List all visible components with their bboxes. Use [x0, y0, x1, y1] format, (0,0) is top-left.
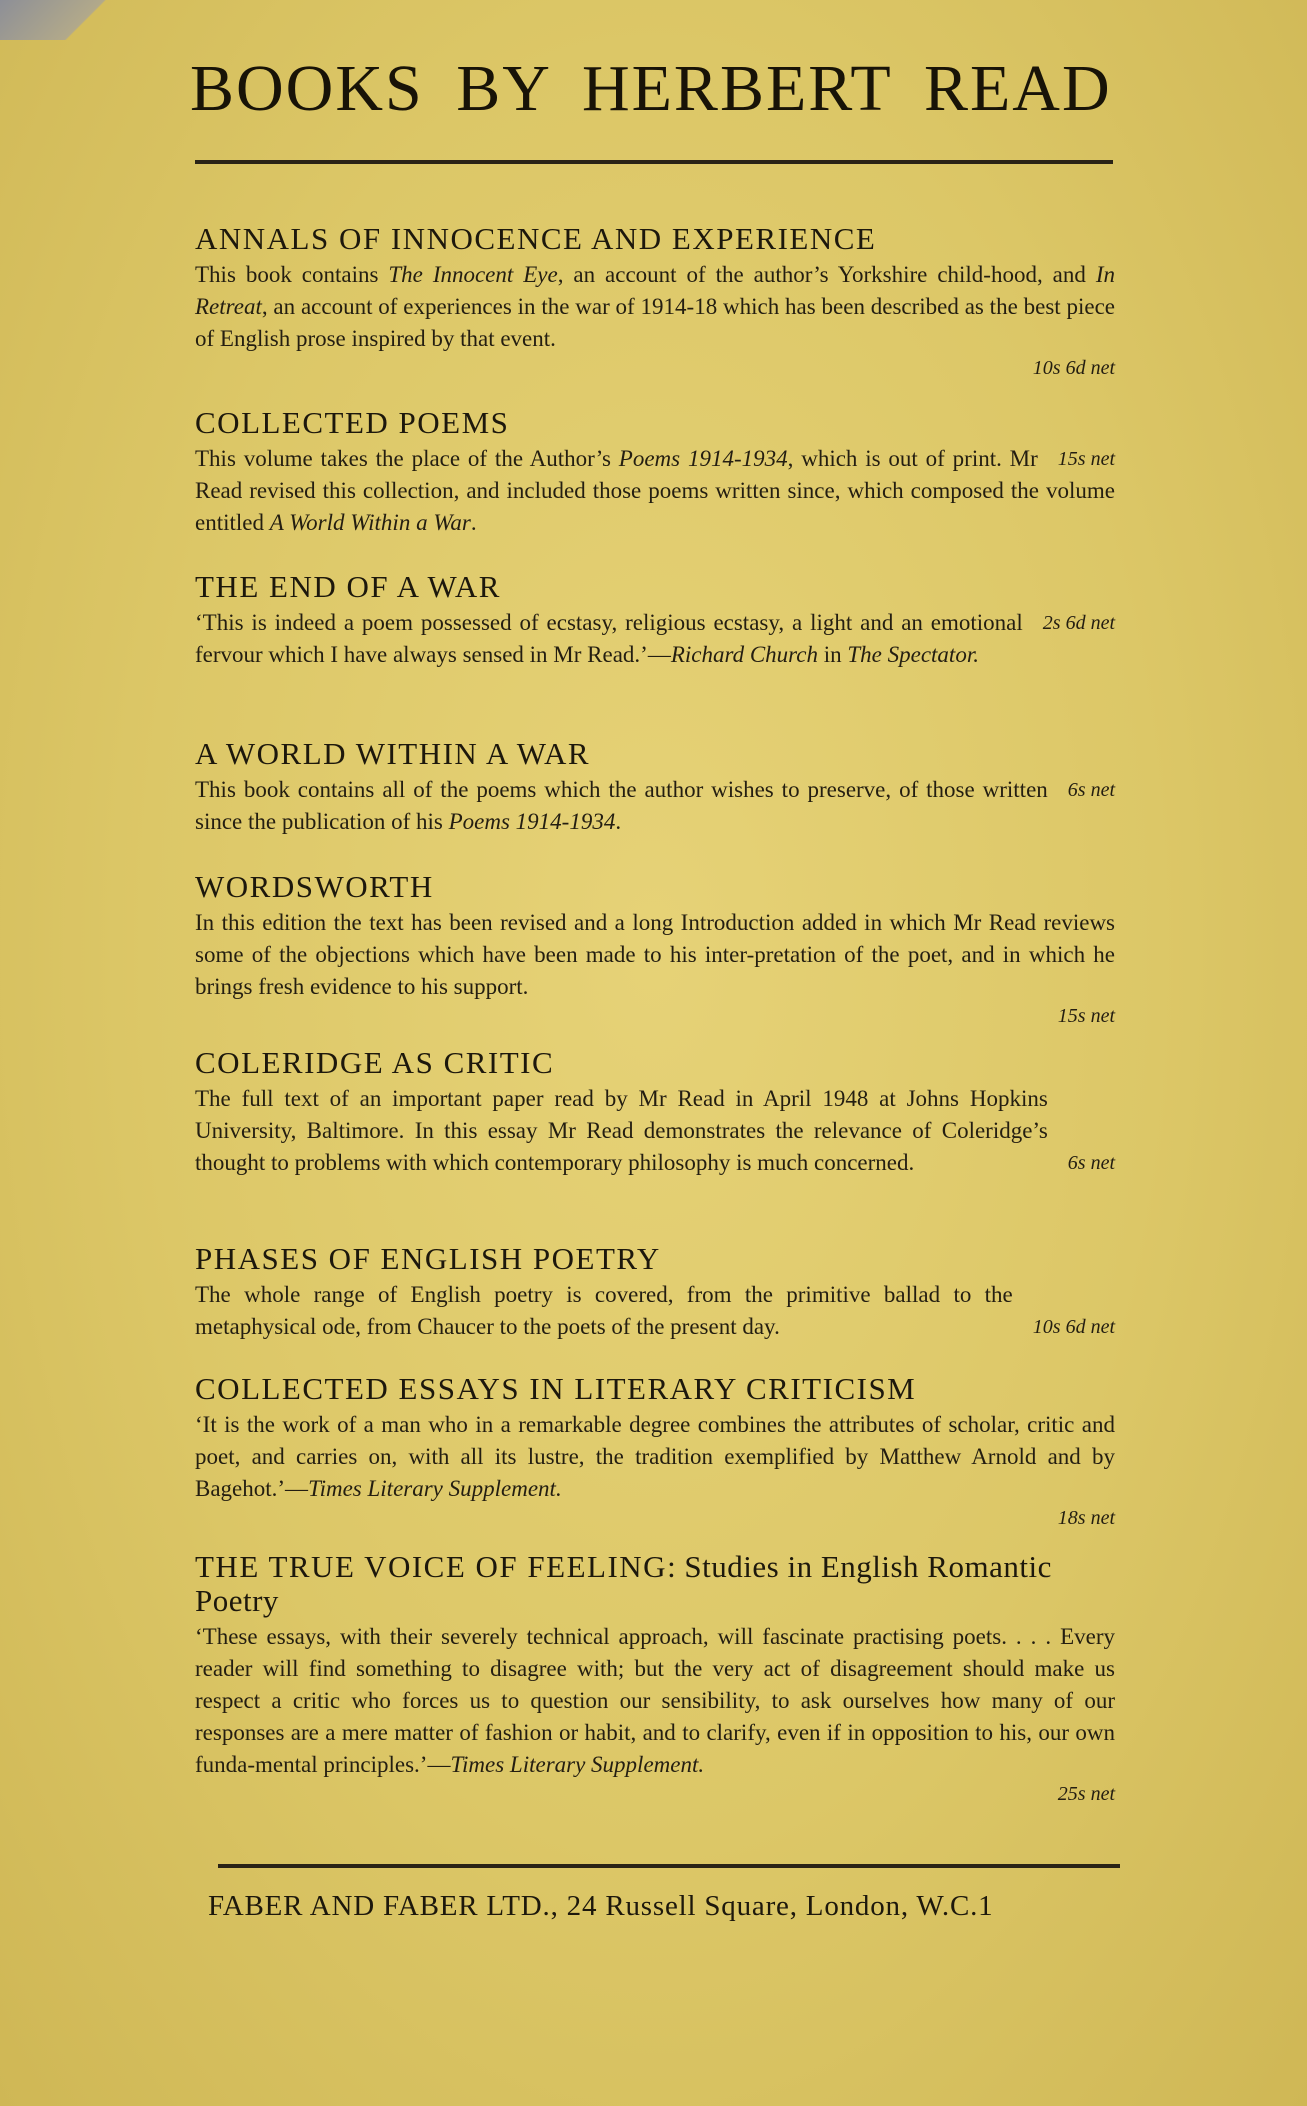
book-entry — [195, 406, 1115, 539]
book-title: COLLECTED POEMS — [195, 405, 510, 440]
book-title: A WORLD WITHIN A WAR — [195, 736, 591, 771]
book-title: PHASES OF ENGLISH POETRY — [195, 1241, 661, 1276]
book-title — [195, 1550, 1115, 1618]
book-price: 10s 6d net — [1032, 357, 1115, 380]
book-title: COLERIDGE AS CRITIC — [195, 1045, 555, 1080]
book-entry — [195, 1550, 1115, 1807]
book-description: 6s net This book contains all of the poems which the author wishes to preserve, of those written since the publication of his Poems 1914-1934. — [195, 774, 1115, 838]
top-rule — [195, 160, 1113, 164]
book-title: ANNALS OF INNOCENCE AND EXPERIENCE — [195, 221, 877, 256]
book-price: 15s net — [1057, 448, 1115, 471]
book-price: 6s net — [1067, 779, 1115, 802]
book-entry — [195, 570, 1115, 671]
book-price: 6s net — [1067, 1152, 1115, 1175]
book-description: In this edition the text has been revised and a long Introduction added in which Mr Read reviews some of the objections which have been made to his inter-pretation of the poet, and in which he brings fresh evidence to his support. — [195, 910, 1115, 1000]
book-description: 6s net The full text of an important paper read by Mr Read in April 1948 at Johns Hopkins University, Baltimore. In this essay Mr Read demonstrates the relevance of Coleridge’s thought to problems with which contemporary philosophy is much concerned. — [195, 1083, 1115, 1179]
book-description: 10s 6d net The whole range of English poetry is covered, from the primitive ballad to the metaphysical ode, from Chaucer to the poets of the present day. — [195, 1279, 1115, 1343]
worn-corner — [0, 0, 150, 40]
book-entry — [195, 1372, 1115, 1531]
book-price: 18s net — [1057, 1507, 1115, 1530]
book-description: 2s 6d net ‘This is indeed a poem possessed of ecstasy, religious ecstasy, a light and an emotional fervour which I have always sensed in Mr Read.’—Richard Church in The Spectator. — [195, 607, 1115, 671]
book-title: COLLECTED ESSAYS IN LITERARY CRITICISM — [195, 1371, 917, 1406]
bottom-rule — [218, 1864, 1120, 1868]
book-entry — [195, 737, 1115, 838]
book-title-main: THE TRUE VOICE OF FEELING — [195, 1549, 668, 1584]
book-price: 2s 6d net — [1042, 612, 1115, 635]
book-subtitle: : Studies in English Romantic Poetry — [195, 1549, 1052, 1619]
book-title: WORDSWORTH — [195, 869, 434, 904]
book-price: 15s net — [1057, 1005, 1115, 1028]
book-price: 25s net — [1057, 1783, 1115, 1806]
book-description: This book contains The Innocent Eye, an account of the author’s Yorkshire child-hood, and In Retreat, an account of experiences in the war of 1914-18 which has been described as the best piece of English prose inspired by that event. — [195, 262, 1115, 352]
book-price: 10s 6d net — [1032, 1316, 1115, 1339]
book-entry — [195, 1242, 1115, 1343]
book-description: 15s net This volume takes the place of the Author’s Poems 1914-1934, which is out of print. Mr Read revised this collection, and included those poems written since, which composed the volume entitled A World Within a War. — [195, 443, 1115, 539]
book-entry — [195, 1046, 1115, 1179]
book-description: ‘It is the work of a man who in a remarkable degree combines the attributes of scholar, critic and poet, and carries on, with all its lustre, the tradition exemplified by Matthew Arnold and by Bagehot.’—Times Literary Supplement. — [195, 1412, 1115, 1502]
book-title: THE END OF A WAR — [195, 569, 501, 604]
book-entry — [195, 870, 1115, 1029]
book-entry — [195, 222, 1115, 381]
book-description: ‘These essays, with their severely technical approach, will fascinate practising poets. . . . Every reader will find something to disagree with; but the very act of disagreement should make us respect a critic who forces us to question our sensibility, to ask ourselves how many of our responses are a mere matter of fashion or habit, and to clarify, even if in opposition to his, our own funda-mental principles.’—Times Literary Supplement. — [195, 1624, 1115, 1778]
page-title: BOOKS BY HERBERT READ — [190, 52, 1112, 125]
publisher-imprint: FABER AND FABER LTD., 24 Russell Square, London, W.C.1 — [208, 1890, 994, 1922]
